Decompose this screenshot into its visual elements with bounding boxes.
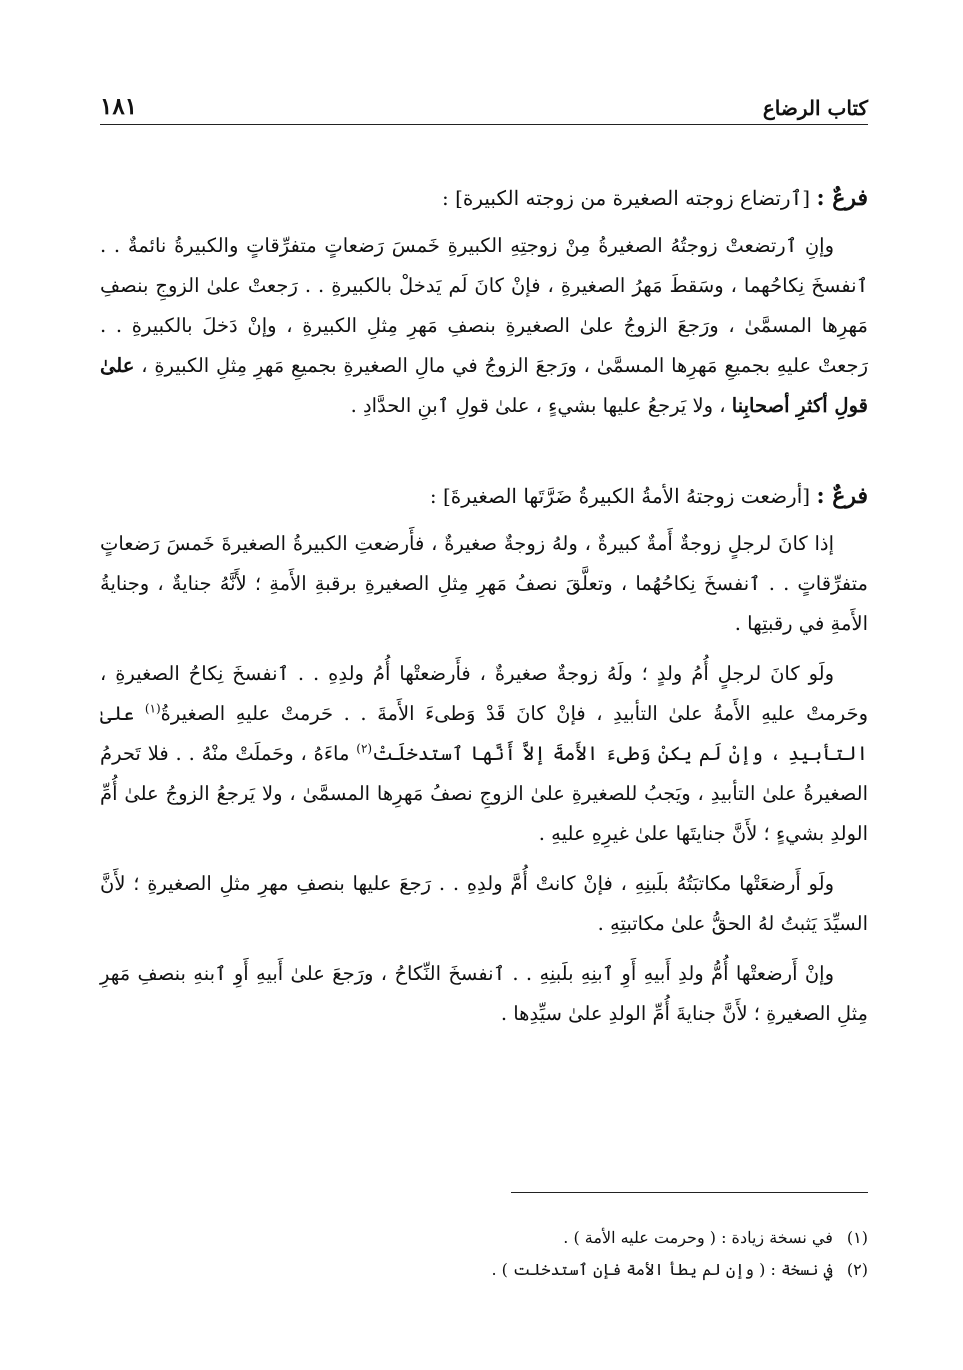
text-run: ولَو كانَ لرجلٍ أُمُ ولدٍ ؛ ولَهُ زوجةٌ صغيرةٌ ، فأَرضعتْها أُمُ ولدِهِ . . ٱنفسخَ نِكاحُ الصغيرةِ ، وحَرمتْ عليهِ الأَمةُ علىٰ التأبيدِ ، فإنْ كانَ قَدْ وَطىءَ الأَمةَ . . حَرمتْ عليهِ الصغيرةُ bbox=[100, 662, 869, 725]
branch-heading-2 bbox=[100, 478, 868, 514]
text-run: ، ولا يَرجعُ عليها بشيءٍ ، علىٰ قولِ ٱبنِ الحدَّادِ . bbox=[350, 394, 732, 417]
footnote-ref-1[interactable]: (١) bbox=[144, 701, 161, 716]
main-text bbox=[100, 180, 868, 1044]
book-title: كتاب الرضاع bbox=[762, 96, 868, 120]
paragraph: وإنْ أَرضعتْها أُمُّ ولدِ أَبيهِ أَوِ ٱبنِهِ بلَبنِهِ . . ٱنفسخَ النِّكاحُ ، ورَجعَ علىٰ أَبيهِ أَوِ ٱبنهِ بنصفِ مَهرِ مِثلِ الصغيرةِ ؛ لأَنَّ جنايةَ أُمِّ الولدِ علىٰ سيِّدِها . bbox=[100, 962, 868, 1025]
branch-title: [أرضعت زوجتهُ الأمةُ الكبيرةُ ضَرَّتَها الصغيرةَ] : bbox=[429, 484, 811, 508]
footnote-divider bbox=[511, 1192, 868, 1193]
paragraph: ولَو أَرضعَتْها مكاتبَتُهُ بلَبنِهِ ، فإنْ كانتْ أُمَّ ولدِهِ . . رَجعَ عليها بنصفِ مهرِ مثلِ الصغيرةِ ؛ لأَنَّ السيِّدَ يَثبتُ لهُ الحقُّ علىٰ مكاتبتِهِ . bbox=[100, 872, 868, 935]
footnote-1 bbox=[100, 1222, 868, 1254]
branch-title: [ٱرتضاع زوجته الصغيرة من زوجته الكبيرة] : bbox=[441, 186, 811, 210]
emphasized-text: علىٰ قولِ أكثرِ أصحابِنا bbox=[100, 354, 868, 417]
branch-label: فرعٌ : bbox=[816, 483, 868, 509]
page-number: ١٨١ bbox=[100, 93, 138, 120]
text-run: وإنِ ٱرتضعتْ زوجتُهُ الصغيرةُ مِنْ زوجتِهِ الكبيرةِ خَمسَ رَضعاتٍ متفرِّقاتٍ والكبيرةُ نائمةٌ . . ٱنفسخَ نِكاحُهما ، وسَقطَ مَهرُ الصغيرةِ ، فإنْ كانَ لَم يَدخلْ بالكبيرةِ . . رَجعتْ علىٰ الزوجِ بنصفِ مَهرِها المسمَّىٰ ، ورَجعَ الزوجُ علىٰ الصغيرةِ بنصفِ مَهرِ مِثلِ الكبيرةِ ، وإنْ دَخلَ بالكبيرةِ . . رَجعتْ عليهِ بجميعِ مَهرِها المسمَّىٰ ، ورَجعَ الزوجُ في مالِ الصغيرةِ بجميعِ مَهرِ مِثلِ الكبيرةِ ، bbox=[100, 234, 868, 377]
running-header bbox=[100, 88, 868, 125]
branch-label: فرعٌ : bbox=[816, 185, 868, 211]
footnotes bbox=[100, 1222, 868, 1286]
text-run: ماءَهُ ، وحَملَتْ منْهُ . . فلا تَحرمُ الصغيرةُ علىٰ التأبيدِ ، ويَجبُ للصغيرةِ علىٰ الزوجِ نصفُ مَهرِها المسمَّىٰ ، ولا يَرجعُ الزوجُ علىٰ أُمِّ الولدِ بشيءٍ ؛ لأَنَّ جنايتَها علىٰ غيرِهِ عليهِ . bbox=[100, 742, 868, 845]
paragraph: إذا كانَ لرجلٍ زوجةٌ أَمةٌ كبيرةٌ ، ولهُ زوجةٌ صغيرةٌ ، فأَرضعتِ الكبيرةُ الصغيرةَ خَمسَ رَضعاتٍ متفرِّقاتٍ . . ٱنفسخَ نِكاحُهُما ، وتعلَّقَ نصفُ مَهرِ مِثلِ الصغيرةِ برقبةِ الأَمةِ ؛ لأَنَّهُ جنايةٌ ، وجنايةُ الأَمةِ في رقبتِها . bbox=[100, 532, 868, 635]
footnote-text: في نسخة : ( وإن لم يطأ الأمة فإن ٱستدخلت ) . bbox=[491, 1260, 833, 1279]
branch-heading-1 bbox=[100, 180, 868, 216]
paragraph bbox=[100, 226, 868, 426]
text-run: علىٰ التأبيدِ ، وإنْ لَم يكنْ وَطىءَ الأَمةَ إلاَّ أَنَّها ٱستدخلَتْ bbox=[100, 702, 868, 765]
footnote-ref-2[interactable]: (٢) bbox=[356, 741, 373, 756]
paragraph bbox=[100, 654, 868, 854]
footnote-2 bbox=[100, 1254, 868, 1286]
footnote-number: (٢) bbox=[846, 1260, 868, 1279]
footnote-number: (١) bbox=[846, 1228, 868, 1247]
footnote-text: في نسخة زيادة : ( وحرمت عليه الأمة ) . bbox=[563, 1228, 833, 1247]
